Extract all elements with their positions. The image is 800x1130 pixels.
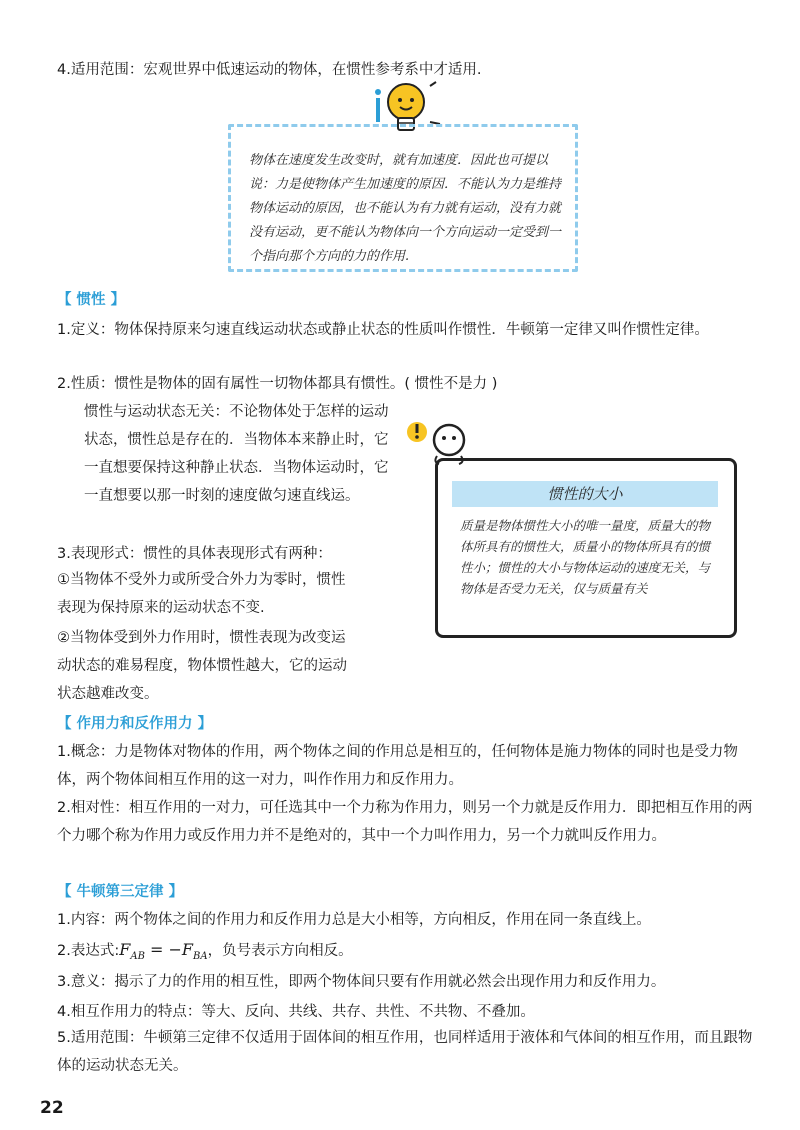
inertia-size-box bbox=[435, 458, 737, 638]
inertia-property: 2.性质：惯性是物体的固有属性一切物体都具有惯性。( 惯性不是力 ) bbox=[57, 376, 498, 392]
newton3-expression bbox=[57, 940, 353, 967]
newton3-content: 1.内容：两个物体之间的作用力和反作用力总是大小相等，方向相反，作用在同一条直线上。 bbox=[57, 912, 651, 928]
cartoon-face-icon bbox=[434, 425, 464, 455]
newton3-meaning: 3.意义：揭示了力的作用的相互性，即两个物体间只要有作用就必然会出现作用力和反作用力。 bbox=[57, 974, 666, 990]
inertia-form-2: ②当物体受到外力作用时，惯性表现为改变运动状态的难易程度，物体惯性越大，它的运动状态越难改变。 bbox=[57, 630, 347, 702]
inertia-form: 3.表现形式：惯性的具体表现形式有两种： bbox=[57, 546, 332, 562]
inertia-size-text: 质量是物体惯性大小的唯一量度，质量大的物体所具有的惯性大，质量小的物体所具有的惯性小；惯性的大小与物体运动的速度无关，与物体是否受力无关，仅与质量有关 bbox=[460, 518, 711, 596]
inertia-definition: 1.定义：物体保持原来匀速直线运动状态或静止状态的性质叫作惯性．牛顿第一定律又叫作惯性定律。 bbox=[57, 322, 709, 338]
inertia-size-title: 惯性的大小 bbox=[452, 481, 718, 507]
note-box-acceleration bbox=[228, 124, 578, 272]
inertia-property-detail: 惯性与运动状态无关：不论物体处于怎样的运动状态，惯性总是存在的．当物体本来静止时，它一直想要保持这种静止状态．当物体运动时，它一直想要以那一时刻的速度做匀速直线运。 bbox=[84, 404, 389, 504]
page-number: 22 bbox=[40, 1098, 64, 1118]
action-concept: 1.概念：力是物体对物体的作用，两个物体之间的作用总是相互的，任何物体是施力物体的同时也是受力物体，两个物体间相互作用的这一对力，叫作作用力和反作用力。 bbox=[57, 744, 738, 788]
section-heading-inertia: 【 惯性 】 bbox=[57, 292, 126, 308]
section-heading-action-reaction: 【 作用力和反作用力 】 bbox=[57, 716, 213, 732]
scope-line-top: 4.适用范围：宏观世界中低速运动的物体，在惯性参考系中才适用. bbox=[57, 62, 482, 78]
section-heading-newton3: 【 牛顿第三定律 】 bbox=[57, 884, 184, 900]
action-relativity: 2.相对性：相互作用的一对力，可任选其中一个力称为作用力，则另一个力就是反作用力．即把相互作用的两个力哪个称为作用力或反作用力并不是绝对的，其中一个力叫作用力，另一个力就叫反作用力。 bbox=[57, 800, 753, 844]
expression-suffix: ，负号表示方向相反。 bbox=[207, 943, 353, 959]
note-text: 物体在速度发生改变时，就有加速度．因此也可提以说：力是使物体产生加速度的原因．不能认为力是维持物体运动的原因，也不能认为有力就有运动，没有力就没有运动，更不能认为物体向一个方向运动一定受到一个指向那个方向的力的作用. bbox=[249, 153, 562, 264]
expression-prefix: 2.表达式: bbox=[57, 943, 120, 959]
newton3-features: 4.相互作用力的特点：等大、反向、共线、共存、共性、不共物、不叠加。 bbox=[57, 1004, 535, 1020]
inertia-form-1: ①当物体不受外力或所受合外力为零时，惯性表现为保持原来的运动状态不变. bbox=[57, 572, 346, 616]
formula: $F_{AB} = -F_{BA}$ bbox=[119, 940, 208, 963]
newton3-scope: 5.适用范围：牛顿第三定律不仅适用于固体间的相互作用，也同样适用于液体和气体间的相互作用，而且跟物体的运动状态无关。 bbox=[57, 1030, 753, 1074]
